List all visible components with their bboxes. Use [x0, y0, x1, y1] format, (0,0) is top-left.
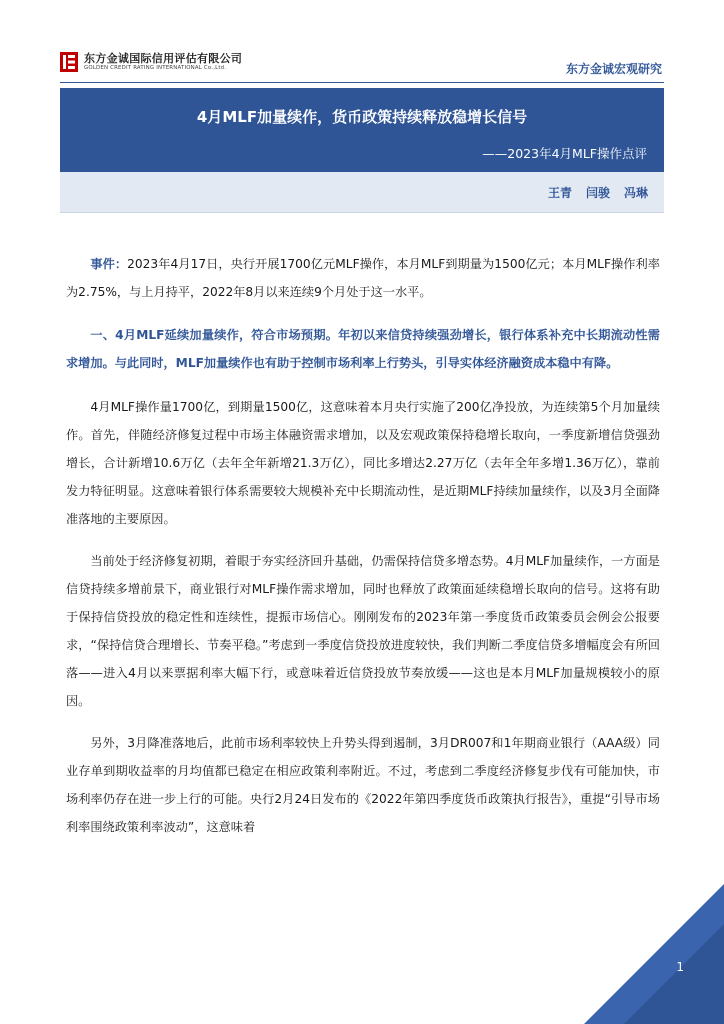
logo-english-name: GOLDEN CREDIT RATING INTERNATIONAL Co.,Ltd.: [84, 65, 227, 71]
author-name: 王青: [547, 186, 572, 200]
author-name: 闫骏: [585, 186, 610, 200]
report-body: [66, 250, 660, 855]
page-corner-decoration: [584, 884, 724, 1024]
research-brand: 东方金诚宏观研究: [565, 62, 662, 76]
author-list: [548, 184, 648, 201]
event-text: 2023年4月17日，央行开展1700亿元MLF操作，本月MLF到期量为1500亿元；本月MLF操作利率为2.75%，与上月持平，2022年8月以来连续9个月处于这一水平。: [66, 257, 660, 299]
authors-band: [60, 172, 664, 213]
logo-chinese-name: 东方金诚国际信用评估有限公司: [84, 52, 243, 65]
report-subtitle: ——2023年4月MLF操作点评: [482, 146, 647, 161]
event-paragraph: [66, 250, 660, 306]
author-name: 冯琳: [623, 186, 648, 200]
body-paragraph-3: 另外，3月降准落地后，此前市场利率较快上升势头得到遏制，3月DR007和1年期商业银行（AAA级）同业存单到期收益率的月均值都已稳定在相应政策利率附近。不过，考虑到二季度经济修复步伐有可能加快，市场利率仍存在进一步上行的可能。央行2月24日发布的《2022年第四季度货币政策执行报告》，重提“引导市场利率围绕政策利率波动”，这意味着: [66, 736, 660, 834]
header-divider: [60, 82, 664, 83]
body-paragraph-2: 当前处于经济修复初期，着眼于夯实经济回升基础，仍需保持信贷多增态势。4月MLF加量续作，一方面是信贷持续多增前景下，商业银行对MLF操作需求增加，同时也释放了政策面延续稳增长取向的信号。这将有助于保持信贷投放的稳定性和连续性，提振市场信心。刚刚发布的2023年第一季度货币政策委员会例会公报要求，“保持信贷合理增长、节奏平稳。”考虑到一季度信贷投放进度较快，我们判断二季度信贷多增幅度会有所回落——进入4月以来票据利率大幅下行，或意味着近信贷投放节奏放缓——这也是本月MLF加量规模较小的原因。: [66, 554, 660, 708]
section-heading-1: 一、4月MLF延续加量续作，符合市场预期。年初以来信贷持续强劲增长，银行体系补充中长期流动性需求增加。与此同时，MLF加量续作也有助于控制市场利率上行势头，引导实体经济融资成本稳中有降。: [66, 328, 660, 370]
report-title: 4月MLF加量续作，货币政策持续释放稳增长信号: [196, 108, 528, 126]
event-label: 事件：: [90, 257, 128, 271]
page-number: 1: [676, 960, 684, 974]
company-logo: [60, 50, 256, 76]
body-paragraph-1: 4月MLF操作量1700亿，到期量1500亿，这意味着本月央行实施了200亿净投放，为连续第5个月加量续作。首先，伴随经济修复过程中市场主体融资需求增加，以及宏观政策保持稳增长取向，一季度新增信贷强劲增长，合计新增10.6万亿（去年全年新增21.3万亿），同比多增达2.27万亿（去年全年多增1.36万亿），靠前发力特征明显。这意味着银行体系需要较大规模补充中长期流动性，是近期MLF持续加量续作，以及3月全面降准落地的主要原因。: [66, 400, 660, 526]
logo-emblem-icon: [60, 52, 78, 72]
title-banner: [60, 88, 664, 172]
